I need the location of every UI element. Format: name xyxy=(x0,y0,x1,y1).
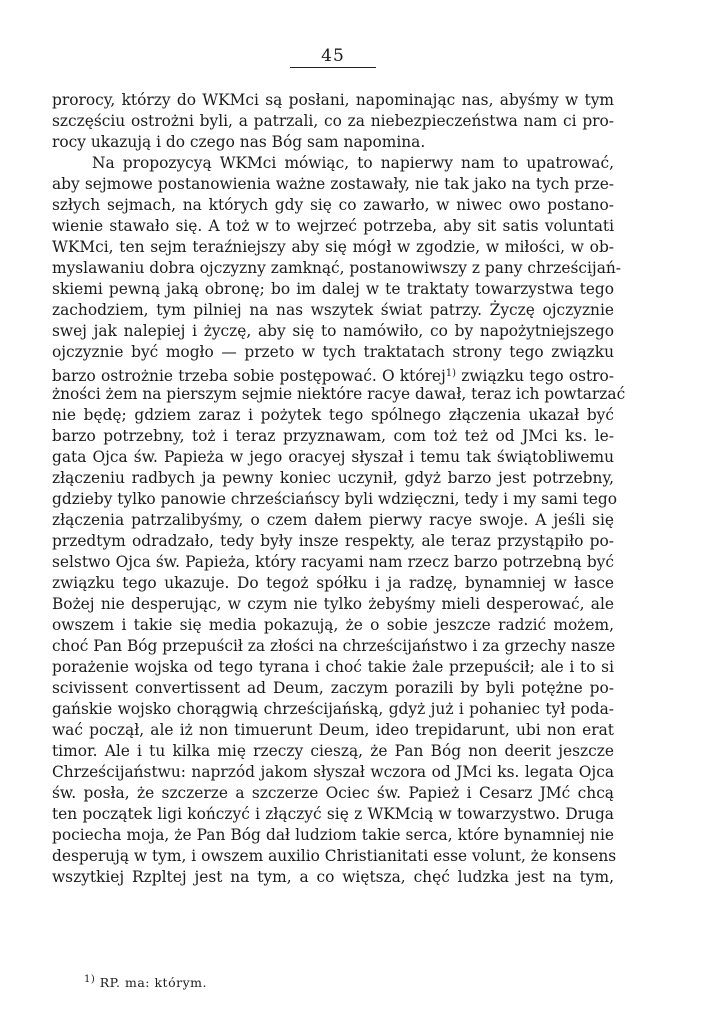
text-line: przedtym odradzało, tedy były insze respekty, ale teraz przystąpiło po- xyxy=(52,532,614,550)
text-segment: barzo ostrożnie trzeba sobie postępować. O której xyxy=(52,367,446,385)
text-line: timor. Ale i tu kilka mię rzeczy cieszą, że Pan Bóg non deerit jeszcze xyxy=(52,742,614,760)
text-line: rocy ukazują i do czego nas Bóg sam napomina. xyxy=(52,133,426,151)
text-line: WKMci, ten sejm teraźniejszy aby się mógł w zgodzie, w miłości, w ob- xyxy=(52,238,614,256)
text-line: gata Ojca św. Papieża w jego oracyej słyszał i temu tak świątobliwemu xyxy=(52,448,614,466)
text-line: ojczyznie być mogło — przeto w tych traktatach strony tego związku xyxy=(52,343,614,361)
text-line: desperują w tym, i owszem auxilio Christianitati esse volunt, że konsens xyxy=(52,847,617,865)
text-line: ten początek ligi kończyć i złączyć się z WKMcią w towarzystwo. Druga xyxy=(52,805,614,823)
text-line: żności żem na pierszym sejmie niektóre racye dawał, teraz ich powtarzać xyxy=(52,385,626,403)
footnote-text: RP. ma: którym. xyxy=(95,975,207,990)
footnote xyxy=(84,974,207,990)
text-line: swej jak nalepiej i życzę, aby się to namówiło, co by napożytniejszego xyxy=(52,322,614,340)
text-line: pociecha moja, że Pan Bóg dał ludziom takie serca, które bynamniej nie xyxy=(52,826,614,844)
text-line: owszem i takie się media pokazują, że o sobie jeszcze radzić możem, xyxy=(52,616,614,634)
text-line: porażenie wojska od tego tyrana i choć takie żale przepuścił; ale i to si xyxy=(52,658,614,676)
text-line: selstwo Ojca św. Papieża, który racyami nam rzecz barzo potrzebną być xyxy=(52,553,614,571)
text-line: św. posła, że szczerze a szczerze Ociec św. Papież i Cesarz JMć chcą xyxy=(52,784,614,802)
footnote-reference: 1) xyxy=(445,368,457,379)
text-line: złączenia patrzalibyśmy, o czem dałem pierwy racye swoje. A jeśli się xyxy=(52,511,614,529)
footnote-mark: 1) xyxy=(84,974,96,985)
text-line: złączeniu radbych ja pewny koniec uczynił, gdyż barzo jest potrzebny, xyxy=(52,469,614,487)
text-line: zachodziem, tym pilniej na nas wszytek świat patrzy. Życzę ojczyznie xyxy=(52,301,614,319)
text-line: Na propozycyą WKMci mówiąc, to napierwy nam to upatrować, xyxy=(92,154,614,172)
text-line: wać począł, ale iż non timuerunt Deum, ideo trepidarunt, ubi non erat xyxy=(52,721,614,739)
text-line: Bożej nie desperując, w czym nie tylko żebyśmy mieli desperować, ale xyxy=(52,595,614,613)
text-line: scivissent convertissent ad Deum, zaczym porazili by byli potężne po- xyxy=(52,679,614,697)
text-line: myslawaniu dobra ojczyzny zamknąć, postanowiwszy z pany chrześcijań- xyxy=(52,259,621,277)
text-line: aby sejmowe postanowienia ważne zostawały, nie tak jako na tych prze- xyxy=(52,175,614,193)
text-line: barzo potrzebny, toż i teraz przyznawam, com toż też od JMci ks. le- xyxy=(52,427,614,445)
text-line: skiemi pewną jaką obronę; bo im dalej w te traktaty towarzystwa tego xyxy=(52,280,614,298)
text-line: związku tego ukazuje. Do tegoż spółku i ja radzę, bynamniej w łasce xyxy=(52,574,614,592)
text-line-with-footnote xyxy=(52,363,614,384)
text-line: szczęściu ostrożni byli, a patrzali, co za niebezpieczeństwa nam ci pro- xyxy=(52,112,614,130)
text-line: wienie stawało się. A toż w to wejrzeć potrzeba, aby sit satis voluntati xyxy=(52,217,614,235)
text-line: gdzieby tylko panowie chrześciańscy byli wdzięczni, tedy i my sami tego xyxy=(52,490,618,508)
text-line: gańskie wojsko chorągwią chrześcijańską, gdyż już i pohaniec tył poda- xyxy=(52,700,614,718)
text-line: nie będę; gdziem zaraz i pożytek tego spólnego złączenia ukazał być xyxy=(52,406,614,424)
text-segment: związku tego ostro- xyxy=(456,367,614,385)
text-line: Chrześcijaństwu: naprzód jakom słyszał wczora od JMci ks. legata Ojca xyxy=(52,763,614,781)
text-line: choć Pan Bóg przepuścił za złości na chrześcijaństwo i za grzechy nasze xyxy=(52,637,616,655)
text-line: proroсy, którzy do WKMci są posłani, napominając nas, abyśmy w tym xyxy=(52,91,614,109)
page-number-rule xyxy=(290,67,376,68)
text-line: wszytkiej Rzpltej jest na tym, a co więtsza, chęć ludzka jest na tym, xyxy=(52,868,614,886)
text-line: szłych sejmach, na których gdy się co zawarło, w niwec owo postano- xyxy=(52,196,614,214)
page-number: 45 xyxy=(321,46,345,66)
